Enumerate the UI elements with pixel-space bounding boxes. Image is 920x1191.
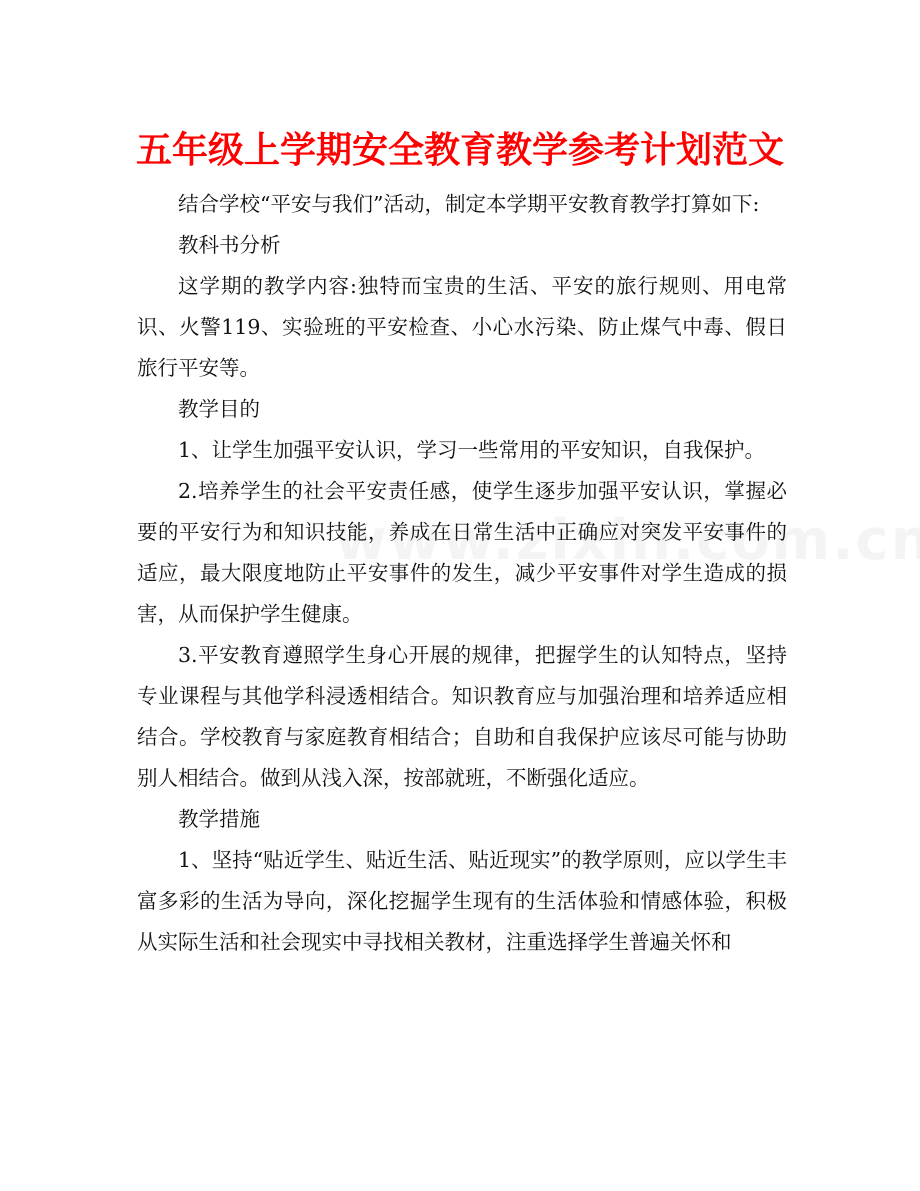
paragraph-goal-2: 2.培养学生的社会平安责任感，使学生逐步加强平安认识，掌握必要的平安行为和知识技能，养成在日常生活中正确应对突发平安事件的适应，最大限度地防止平安事件的发生，减少平安事件对学生造成的损害，从而保护学生健康。 xyxy=(137,479,787,626)
document-body xyxy=(137,184,787,963)
paragraph-goal-3: 3.平安教育遵照学生身心开展的规律，把握学生的认知特点，坚持专业课程与其他学科浸透相结合。知识教育应与加强治理和培养适应相结合。学校教育与家庭教育相结合；自助和自我保护应该尽可能与协助别人相结合。做到从浅入深，按部就班，不断强化适应。 xyxy=(137,643,787,790)
paragraph-measure-1: 1、坚持“贴近学生、贴近生活、贴近现实”的教学原则，应以学生丰富多彩的生活为导向，深化挖掘学生现有的生活体验和情感体验，积极从实际生活和社会现实中寻找相关教材，注重选择学生普遍关怀和 xyxy=(137,848,787,954)
heading-teaching-goals: 教学目的 xyxy=(178,397,260,421)
paragraph-goal-1: 1、让学生加强平安认识，学习一些常用的平安知识，自我保护。 xyxy=(178,438,766,462)
paragraph-intro: 结合学校“平安与我们”活动，制定本学期平安教育教学打算如下: xyxy=(178,192,760,216)
paragraph-teaching-content: 这学期的教学内容:独特而宝贵的生活、平安的旅行规则、用电常识、火警119、实验班的平安检查、小心水污染、防止煤气中毒、假日旅行平安等。 xyxy=(137,274,787,380)
heading-teaching-measures: 教学措施 xyxy=(178,807,260,831)
document-title: 五年级上学期安全教育教学参考计划范文 xyxy=(135,130,784,171)
heading-textbook-analysis: 教科书分析 xyxy=(178,233,281,257)
